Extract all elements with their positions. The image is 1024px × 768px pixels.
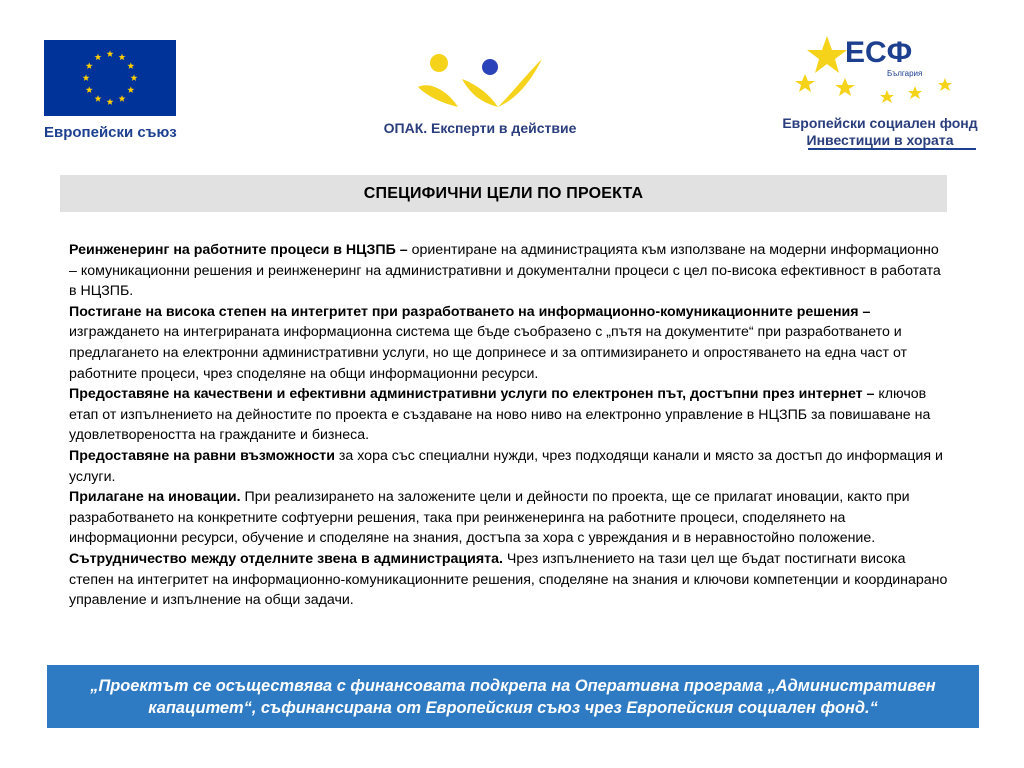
esf-logo-caption [775,115,985,149]
objective-item [69,549,949,611]
objective-text: Чрез изпълнението на тази цел ще бъдат постигнати висока степен на интегритет на информационно-комуникационните решения, споделяне на знания и ключови компетенции и координарано управление и изпълнение на общи задачи. [69,550,948,609]
eu-star-icon [86,62,93,69]
objective-item [69,240,949,302]
funding-footer [47,665,979,728]
page-title: СПЕЦИФИЧНИ ЦЕЛИ ПО ПРОЕКТА [363,184,644,202]
objective-item [69,384,949,446]
esf-wordmark: ЕСФ [845,36,913,69]
esf-stars-icon [775,28,975,108]
eu-star-icon [127,62,134,69]
eu-star-icon [131,74,138,81]
eu-logo [44,40,184,141]
objective-text: При реализирането на заложените цели и дейности по проекта, ще се прилагат иновации, както при разработването на конкретните софтуерни решения, така при реинженеринга на работните процеси, споделянето на информационни ресурси, обучение и споделяне на знания, достъпа за хора с увреждания и в неравностойно положение. [69,489,910,547]
eu-star-icon [119,54,126,61]
objective-item [69,302,949,384]
header-logos [0,0,1024,165]
objective-text: изграждането на интегрираната информационна система ще бъде съобразено с „пътя на документите“ при разработването и предлагането на електронни административни услуги, но ще допринесе и за оптимизирането и опростяването на една част от работните процеси, чрез споделяне на общи информационни ресурси. [69,324,908,382]
esf-country-label: България [887,69,923,78]
eu-flag-icon [44,40,176,116]
objective-heading: Предоставяне на равни възможности [69,447,335,464]
esf-divider [808,148,976,150]
objective-heading: Постигане на висока степен на интегритет при разработването на информационно-комуникационните решения – [69,303,871,320]
esf-caption-line1: Европейски социален фонд [782,115,978,131]
eu-star-icon [95,54,102,61]
eu-star-icon [83,74,90,81]
opak-logo-caption: ОПАК. Експерти в действие [383,120,577,136]
esf-caption-line2: Инвестиции в хората [806,132,954,148]
objective-text: за хора със специални нужди, чрез подходящи канали и място за достъп до информация и услуги. [69,447,943,485]
objective-heading: Реинженеринг на работните процеси в НЦЗПБ – [69,242,408,258]
esf-logo [775,28,985,149]
objective-item [69,487,949,549]
objective-heading: Сътрудничество между отделните звена в администрацията. [69,550,503,567]
objective-text: ключов етап от изпълнението на дейностите по проекта е създаване на ново ниво на електронно управление в НЦЗПБ за повишаване на удовлетвореността на гражданите и бизнеса. [69,386,931,444]
eu-star-icon [119,95,126,102]
page-title-bar [60,175,947,212]
objective-item [69,446,949,487]
objective-text: ориентиране на администрацията към използване на модерни информационно – комуникационни решения и реинженеринг на административни и документални процеси с цел по-висока ефективност в работата в НЦЗПБ. [69,242,941,300]
opak-logo [380,45,580,136]
funding-statement: „Проектът се осъществява с финансовата подкрепа на Оперативна програма „Административен капацитет“, съфинансирана от Европейския съюз чрез Европейския социален фонд.“ [90,676,936,717]
eu-star-icon [86,86,93,93]
eu-star-icon [95,95,102,102]
objectives-list [69,240,949,611]
objective-heading: Прилагане на иновации. [69,489,241,506]
eu-star-icon [107,50,114,57]
eu-logo-caption: Европейски съюз [44,124,177,141]
objective-heading: Предоставяне на качествени и ефективни административни услуги по електронен път, достъпни през интернет – [69,386,875,403]
eu-star-icon [127,86,134,93]
eu-star-icon [107,98,114,105]
opak-people-icon [410,45,550,113]
